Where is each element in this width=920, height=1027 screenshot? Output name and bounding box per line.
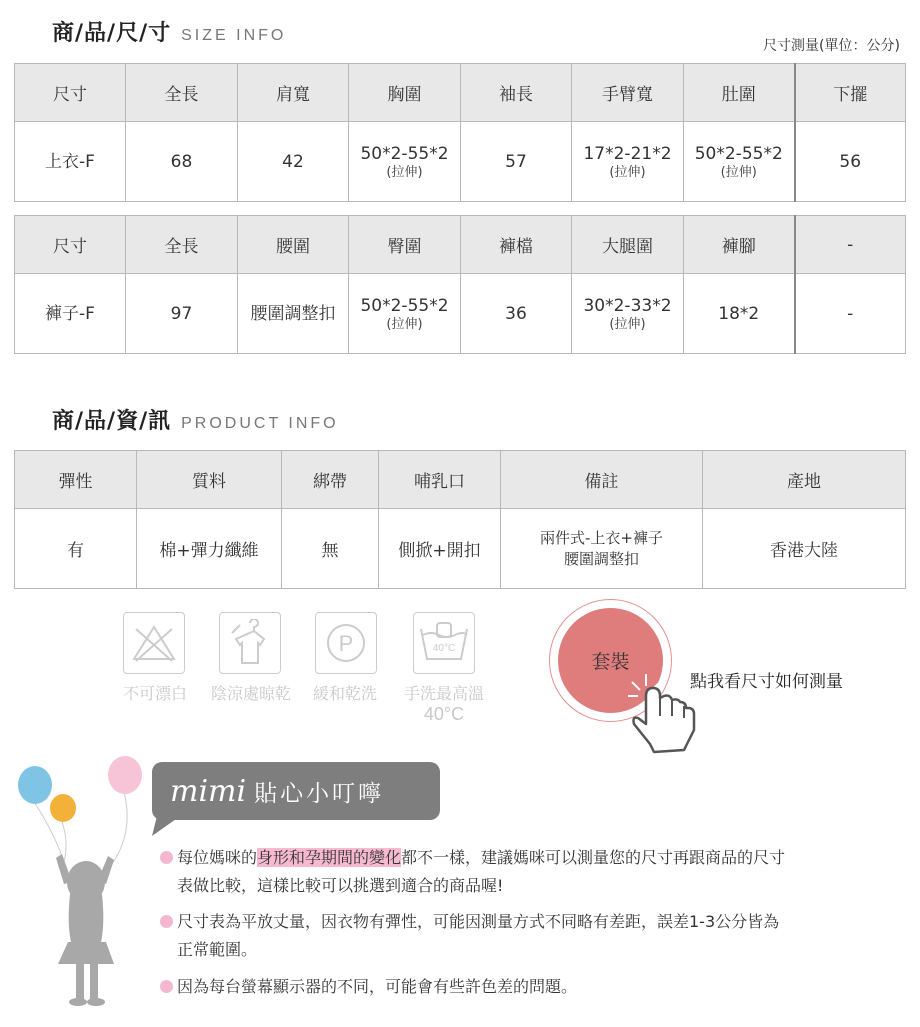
top-table-header-row [15,64,906,122]
cell-value: 17*2-21*2 [583,144,672,164]
care-label: 緩和乾洗 [312,684,377,703]
bullet-dot-icon [160,980,173,993]
header-cell: 肩寬 [238,64,349,122]
cell-value: 42 [282,151,304,172]
table-cell: 有 [15,509,137,589]
cell-value: 褲子-F [45,303,95,324]
table-cell [572,122,684,202]
tip-text: 因為每台螢幕顯示器的不同，可能會有些許色差的問題。 [177,977,578,996]
bullet-dot-icon [160,915,173,928]
table-cell [238,122,349,202]
table-cell [126,122,238,202]
table-cell [126,274,238,354]
tip-item [160,844,890,900]
unit-note: 尺寸測量(單位：公分) [763,38,900,54]
cell-value: 30*2-33*2 [583,296,672,316]
note-line: 腰圍調整扣 [563,549,639,568]
pants-table-row [15,274,906,354]
table-cell: 側掀+開扣 [379,509,501,589]
header-cell: 質料 [137,451,282,509]
table-cell: 香港大陸 [703,509,906,589]
tips-heading-bubble [152,762,440,820]
cell-note: (拉伸) [386,165,423,180]
top-size-table [14,63,906,202]
header-cell: 袖長 [461,64,572,122]
tip-text: 尺寸表為平放丈量，因衣物有彈性，可能因測量方式不同略有差距，誤差1-3公分皆為 [177,912,780,931]
cell-value: 50*2-55*2 [360,144,449,164]
tip-text: 都不一樣，建議媽咪可以測量您的尺寸再跟商品的尺寸 [401,848,786,867]
cell-value: 68 [170,151,193,172]
header-cell: 胸圍 [349,64,461,122]
cell-value: 腰圍調整扣 [250,303,336,324]
size-info-title-zh: 商/品/尺/寸 [52,21,172,46]
care-label-line: 手洗最高溫 [403,684,484,703]
header-cell: 褲檔 [461,216,572,274]
header-cell: 全長 [126,216,238,274]
shade-dry-icon [219,612,281,674]
header-cell: 尺寸 [15,216,126,274]
table-cell [684,122,795,202]
cell-value: 上衣-F [45,151,95,172]
cell-value: 50*2-55*2 [694,144,783,164]
product-info-table [14,450,906,589]
size-info-title-en: SIZE INFO [181,27,287,44]
product-table-row [15,509,906,589]
cell-value: 18*2 [718,303,760,324]
hand-wash-icon [413,612,475,674]
bubble-tail-icon [152,812,188,838]
header-cell: 手臂寬 [572,64,684,122]
cell-value: - [847,303,854,324]
header-cell: 大腿圍 [572,216,684,274]
tip-highlight: 身形和孕期間的變化 [257,848,402,867]
header-cell: 產地 [703,451,906,509]
table-cell [349,274,461,354]
header-cell: 哺乳口 [379,451,501,509]
header-cell: 肚圍 [684,64,795,122]
cell-value: 57 [505,151,527,172]
table-cell [795,122,906,202]
header-cell: 褲腳 [684,216,795,274]
header-cell: 腰圍 [238,216,349,274]
svg-text:P: P [338,631,354,656]
tips-title: 貼心小叮嚀 [254,780,385,807]
product-table-header-row [15,451,906,509]
measure-guide-link[interactable]: 點我看尺寸如何測量 [690,672,843,692]
girl-with-balloons-illustration [14,752,154,1022]
cell-note: (拉伸) [386,317,423,332]
table-cell [15,274,126,354]
table-cell [795,274,906,354]
tip-text: 表做比較，這樣比較可以挑選到適合的商品喔! [177,876,504,895]
header-cell: 全長 [126,64,238,122]
cell-note: (拉伸) [609,317,646,332]
header-cell: 尺寸 [15,64,126,122]
tip-item [160,908,890,964]
table-cell [461,274,572,354]
header-cell: 綁帶 [282,451,379,509]
tip-text: 正常範圍。 [177,940,258,959]
pants-size-table [14,215,906,354]
top-table-row [15,122,906,202]
tip-item [160,973,890,1001]
cell-value: 97 [170,303,193,324]
set-badge-label: 套裝 [591,651,630,673]
cell-value: 36 [505,303,527,324]
tip-text: 每位媽咪的 [177,848,258,867]
header-cell: 彈性 [15,451,137,509]
note-line: 兩件式-上衣+褲子 [540,528,663,547]
gentle-dry-clean-icon [315,612,377,674]
product-info-title [52,404,339,435]
table-cell [684,274,795,354]
table-cell-note [501,509,703,589]
table-cell [461,122,572,202]
table-cell: 無 [282,509,379,589]
header-cell: 臀圍 [349,216,461,274]
header-cell: 備註 [501,451,703,509]
header-cell: - [795,216,906,274]
cell-value: 56 [839,151,862,172]
tips-brand: mimi [170,773,247,809]
pants-table-header-row [15,216,906,274]
header-cell: 下擺 [795,64,906,122]
care-label: 不可漂白 [122,684,187,703]
care-label: 陰涼處晾乾 [210,684,291,703]
table-cell [349,122,461,202]
hand-wash-temp: 40°C [432,643,456,654]
table-cell [238,274,349,354]
table-cell [572,274,684,354]
cell-note: (拉伸) [609,165,646,180]
care-label-line: 40°C [423,704,465,724]
product-info-title-zh: 商/品/資/訊 [52,409,172,434]
cell-note: (拉伸) [720,165,757,180]
product-info-title-en: PRODUCT INFO [181,415,339,432]
table-cell: 棉+彈力纖維 [137,509,282,589]
bullet-dot-icon [160,851,173,864]
care-label-hand-wash [398,684,490,724]
no-bleach-icon [123,612,185,674]
size-info-title [52,16,286,47]
cell-value: 50*2-55*2 [360,296,449,316]
table-cell [15,122,126,202]
